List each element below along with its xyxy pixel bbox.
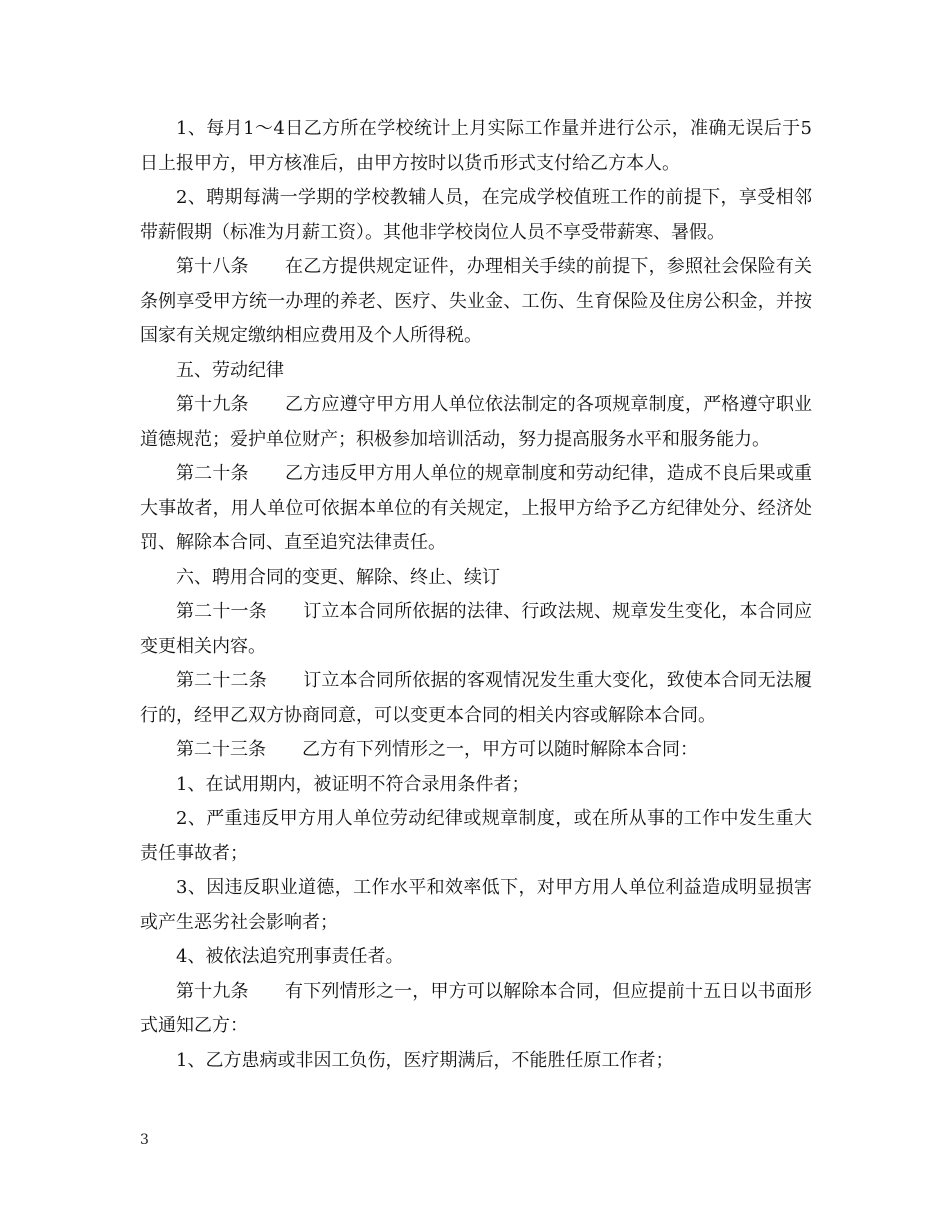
page-number: 3 xyxy=(140,1132,149,1148)
section-heading: 五、劳动纪律 xyxy=(176,359,284,381)
list-item: 1、乙方患病或非因工负伤，医疗期满后，不能胜任原工作者； xyxy=(176,1049,674,1071)
paragraph: 1、每月1～4日乙方所在学校统计上月实际工作量并进行公示，准确无误后于5日上报甲方，甲方核准后，由甲方按时以货币形式支付给乙方本人。 xyxy=(140,118,812,174)
document-body xyxy=(140,112,812,1078)
paragraph: 第二十二条 订立本合同所依据的客观情况发生重大变化，致使本合同无法履行的，经甲乙双方协商同意，可以变更本合同的相关内容或解除本合同。 xyxy=(140,670,812,726)
paragraph: 第十八条 在乙方提供规定证件，办理相关手续的前提下，参照社会保险有关条例享受甲方统一办理的养老、医疗、失业金、工伤、生育保险及住房公积金，并按国家有关规定缴纳相应费用及个人所得税。 xyxy=(140,256,812,346)
paragraph: 第十九条 乙方应遵守甲方用人单位依法制定的各项规章制度，严格遵守职业道德规范；爱护单位财产；积极参加培训活动，努力提高服务水平和服务能力。 xyxy=(140,394,812,450)
paragraph: 第二十条 乙方违反甲方用人单位的规章制度和劳动纪律，造成不良后果或重大事故者，用人单位可依据本单位的有关规定，上报甲方给予乙方纪律处分、经济处罚、解除本合同、直至追究法律责任。 xyxy=(140,463,812,553)
paragraph: 第二十三条 乙方有下列情形之一，甲方可以随时解除本合同： xyxy=(176,739,698,760)
list-item: 3、因违反职业道德，工作水平和效率低下，对甲方用人单位利益造成明显损害或产生恶劣社会影响者； xyxy=(140,877,812,933)
paragraph: 2、聘期每满一学期的学校教辅人员，在完成学校值班工作的前提下，享受相邻带薪假期（标准为月薪工资）。其他非学校岗位人员不享受带薪寒、暑假。 xyxy=(140,187,812,243)
paragraph: 第十九条 有下列情形之一，甲方可以解除本合同，但应提前十五日以书面形式通知乙方： xyxy=(140,980,812,1036)
list-item: 1、在试用期内，被证明不符合录用条件者； xyxy=(176,773,530,795)
list-item: 4、被依法追究刑事责任者。 xyxy=(176,946,404,967)
paragraph: 第二十一条 订立本合同所依据的法律、行政法规、规章发生变化，本合同应变更相关内容。 xyxy=(140,601,812,657)
section-heading: 六、聘用合同的变更、解除、终止、续订 xyxy=(176,566,500,588)
list-item: 2、严重违反甲方用人单位劳动纪律或规章制度，或在所从事的工作中发生重大责任事故者； xyxy=(140,808,812,864)
